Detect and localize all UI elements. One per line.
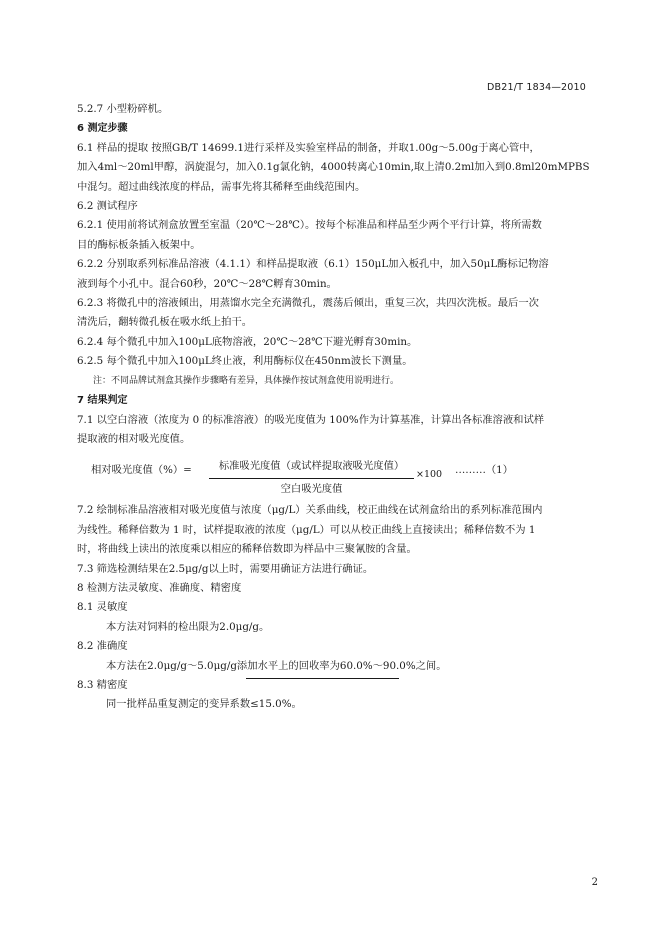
item-7-2-line3: 时，将曲线上读出的浓度乘以相应的稀释倍数即为样品中三聚氰胺的含量。 — [77, 543, 417, 556]
heading-7: 7 结果判定 — [77, 395, 128, 407]
heading-8: 8 检测方法灵敏度、准确度、精密度 — [77, 581, 242, 594]
item-6-2-3-line2: 清洗后，翻转微孔板在吸水纸上拍干。 — [77, 316, 253, 329]
formula-1 — [77, 457, 602, 493]
item-6-2-5: 6.2.5 每个微孔中加入100μL终止液，利用酶标仪在450nm波长下测量。 — [77, 355, 413, 368]
item-8-3-text: 同一批样品重复测定的变异系数≤15.0%。 — [106, 698, 302, 711]
item-6-1-line2: 加入4ml～20ml甲醇，涡旋混匀，加入0.1g氯化钠，4000转离心10min,取上清0.2ml加入到0.8ml20mMPBS — [77, 161, 590, 174]
item-7-2-line2: 为线性。稀释倍数为 1 时，试样提取液的浓度（μg/L）可以从校正曲线上直接读出；稀释倍数不为 1 — [77, 523, 536, 536]
formula-equation-number: ………（1） — [455, 464, 514, 477]
item-8-2-text: 本方法在2.0μg/g～5.0μg/g添加水平上的回收率为60.0%～90.0%之间。 — [106, 659, 447, 672]
item-7-3: 7.3 筛选检测结果在2.5μg/g以上时，需要用确证方法进行确证。 — [77, 562, 374, 575]
end-rule — [246, 678, 399, 679]
formula-numerator: 标准吸光度值（或试样提取液吸光度值） — [209, 457, 414, 478]
heading-6-2: 6.2 测试程序 — [77, 200, 138, 213]
item-7-2-line1: 7.2 绘制标准品溶液相对吸光度值与浓度（μg/L）关系曲线，校正曲线在试剂盒给出的系列标准范围内 — [77, 504, 543, 517]
heading-6: 6 测定步骤 — [77, 123, 128, 135]
note: 注：不同品牌试剂盒其操作步骤略有差异，具体操作按试剂盒使用说明进行。 — [93, 375, 400, 386]
item-6-1-line3: 中混匀。超过曲线浓度的样品，需事先将其稀释至曲线范围内。 — [77, 180, 366, 193]
heading-8-1: 8.1 灵敏度 — [77, 601, 128, 614]
item-6-1-line1: 6.1 样品的提取 按照GB/T 14699.1进行采样及实验室样品的制备，并取1.00g～5.00g于离心管中， — [77, 141, 540, 154]
item-6-2-2-line1: 6.2.2 分别取系列标准品溶液（4.1.1）和样品提取液（6.1）150μL加入板孔中，加入50μL酶标记物溶 — [77, 258, 549, 271]
formula-fraction — [209, 457, 414, 499]
standard-code: DB21/T 1834—2010 — [487, 82, 586, 93]
item-6-2-2-line2: 液到每个小孔中。混合60秒，20℃～28℃孵育30min。 — [77, 277, 337, 290]
item-6-2-3-line1: 6.2.3 将微孔中的溶液倾出，用蒸馏水完全充满微孔，震荡后倾出，重复三次，共四次洗板。最后一次 — [77, 297, 539, 310]
item-6-2-4: 6.2.4 每个微孔中加入100μL底物溶液，20℃～28℃下避光孵育30min。 — [77, 335, 418, 348]
body-text — [77, 100, 602, 715]
item-8-1-text: 本方法对饲料的检出限为2.0μg/g。 — [106, 620, 270, 633]
item-7-1-line2: 提取液的相对吸光度值。 — [77, 432, 191, 445]
heading-8-2: 8.2 准确度 — [77, 640, 128, 653]
page-number: 2 — [591, 877, 598, 888]
item-6-2-1-line2: 目的酶标板条插入板架中。 — [77, 238, 201, 251]
item-5-2-7: 5.2.7 小型粉碎机。 — [77, 103, 169, 115]
item-7-1-line1: 7.1 以空白溶液（浓度为 0 的标准溶液）的吸光度值为 100%作为计算基准，计算出各标准溶液和试样 — [77, 413, 545, 426]
heading-8-3: 8.3 精密度 — [77, 678, 128, 691]
formula-denominator: 空白吸光度值 — [280, 482, 343, 495]
formula-label: 相对吸光度值（%）= — [91, 464, 192, 477]
formula-multiplier: ×100 — [416, 469, 443, 481]
item-6-2-1-line1: 6.2.1 使用前将试剂盒放置至室温（20℃～28℃）。按每个标准品和样品至少两个平行计算，将所需数 — [77, 219, 542, 232]
